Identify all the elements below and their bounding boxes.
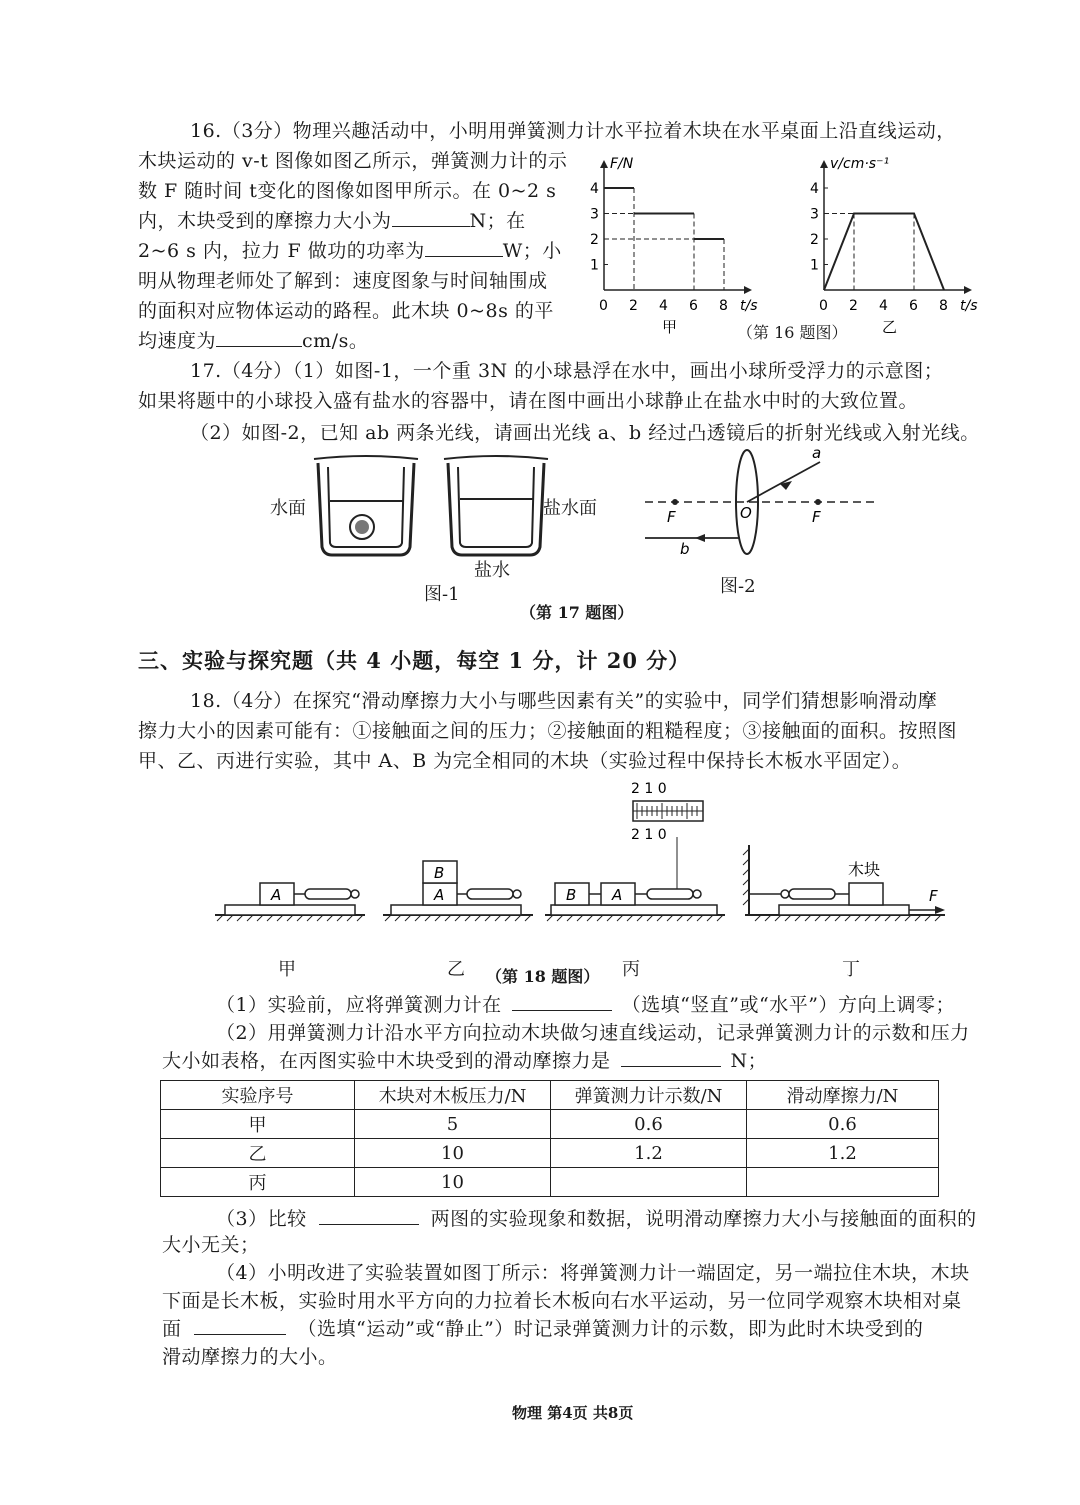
block-a-label: A <box>434 886 445 904</box>
y-axis-arrow <box>600 160 608 168</box>
table-header: 弹簧测力计示数/N <box>551 1081 747 1110</box>
q18-p4-text: （选填“运动”或“静止”）时记录弹簧测力计的示数，即为此时木块受到的 <box>297 1318 924 1340</box>
q16-line7: 的面积对应物体运动的路程。此木块 0~8s 的平 <box>138 300 554 322</box>
table-cell: 5 <box>355 1110 551 1139</box>
scale-label-top: 2 1 0 <box>631 781 667 797</box>
focus-right-label: F <box>812 508 821 526</box>
table-header-row <box>161 1081 939 1110</box>
y-tick-label: 4 <box>810 181 819 197</box>
q16-power-blank[interactable] <box>425 238 503 257</box>
q16-line5 <box>138 238 562 264</box>
table-row <box>161 1168 939 1197</box>
q18-p4-line4: 滑动摩擦力的大小。 <box>162 1346 338 1368</box>
q16-line3: 数 F 随时间 t变化的图像如图甲所示。在 0~2 s <box>138 180 557 202</box>
salt-water-beaker <box>444 456 548 555</box>
y-tick-label: 4 <box>590 181 599 197</box>
table-cell: 0.6 <box>551 1110 747 1139</box>
block-b-label: B <box>434 864 445 882</box>
q16-line4 <box>138 208 526 234</box>
table-cell: 10 <box>355 1168 551 1197</box>
scale-label-bottom: 2 1 0 <box>631 827 667 843</box>
table-cell: 10 <box>355 1139 551 1168</box>
figure-18-label-yi: 乙 <box>447 959 465 980</box>
q18-p4-text: 面 <box>162 1318 182 1340</box>
table-header: 木块对木板压力/N <box>355 1081 551 1110</box>
q18-p3-text: （3）比较 <box>216 1208 307 1230</box>
ray-a-label: a <box>812 444 822 462</box>
y-axis-label: v/cm·s⁻¹ <box>830 156 890 172</box>
force-label: F <box>929 887 938 905</box>
focus-right-point <box>815 499 821 505</box>
x-tick-label: 0 <box>819 298 828 314</box>
x-tick-label: 8 <box>719 298 728 314</box>
wood-block <box>849 883 883 905</box>
q18-p1-blank[interactable] <box>512 992 612 1011</box>
figure-18-label-jia: 甲 <box>278 959 296 980</box>
x-tick-label: 6 <box>909 298 918 314</box>
spring-scale <box>647 889 693 899</box>
y-tick-label: 2 <box>590 232 599 248</box>
table-header: 滑动摩擦力/N <box>747 1081 939 1110</box>
q16-line8 <box>138 328 368 354</box>
block-b-label: B <box>566 886 577 904</box>
page-footer: 物理 第4页 共8页 <box>512 1404 634 1422</box>
q18-p4-blank[interactable] <box>194 1316 286 1335</box>
spring-scale <box>789 889 835 899</box>
scale-zoom <box>631 781 703 843</box>
salt-water-surface-label: 盐水面 <box>543 498 597 519</box>
y-tick-label: 1 <box>590 257 599 274</box>
data-line <box>824 214 944 291</box>
x-axis-label: t/s <box>740 298 758 314</box>
q16-unit: cm/s。 <box>302 330 369 352</box>
figure-17-2 <box>640 444 880 570</box>
q17-line2: 如果将题中的小球投入盛有盐水的容器中，请在图中画出小球静止在盐水中时的大致位置。 <box>138 390 919 412</box>
q18-p3-blank[interactable] <box>319 1206 419 1225</box>
q16-text: 2~6 s 内，拉力 F 做功的功率为 <box>138 240 425 262</box>
q18-p4-line1: （4）小明改进了实验装置如图丁所示：将弹簧测力计一端固定，另一端拉住木块，木块 <box>216 1262 970 1284</box>
optical-center-label: O <box>740 504 752 522</box>
table-cell: 丙 <box>161 1168 355 1197</box>
wood-block-label: 木块 <box>848 860 881 879</box>
q17-line1: 17.（4分）（1）如图-1，一个重 3N 的小球悬浮在水中，画出小球所受浮力的示意图； <box>190 360 944 382</box>
q16-caption: （第 16 题图） <box>737 323 848 342</box>
spring-scale <box>305 889 351 899</box>
q16-line1: 16.（3分）物理兴趣活动中，小明用弹簧测力计水平拉着木块在水平桌面上沿直线运动， <box>190 120 956 142</box>
ray-b-label: b <box>680 540 690 558</box>
focus-left-label: F <box>667 508 676 526</box>
figure-18 <box>205 775 965 935</box>
x-tick-label: 8 <box>939 298 948 314</box>
q18-p2-line1: （2）用弹簧测力计沿水平方向拉动木块做匀速直线运动，记录弹簧测力计的示数和压力 <box>216 1022 970 1044</box>
spring-scale <box>467 889 513 899</box>
q18-p2-blank[interactable] <box>621 1048 721 1067</box>
q18-p1 <box>216 992 955 1018</box>
q18-p3-line2: 大小无关； <box>162 1234 260 1256</box>
q16-unit: W；小 <box>502 240 562 262</box>
table-cell-input[interactable] <box>551 1168 747 1197</box>
q18-p2-unit: N； <box>730 1050 768 1072</box>
q16-line2: 木块运动的 v-t 图像如图乙所示，弹簧测力计的示 <box>138 150 568 172</box>
q16-text: 内，木块受到的摩擦力大小为 <box>138 210 392 232</box>
y-tick-label: 1 <box>810 257 819 274</box>
block-a-label: A <box>271 886 282 904</box>
q16-friction-blank[interactable] <box>392 208 470 227</box>
setup-bing <box>545 781 725 921</box>
figure-17-2-label: 图-2 <box>720 576 756 597</box>
water-surface-label: 水面 <box>270 498 306 519</box>
focus-left-point <box>672 499 678 505</box>
chart-name: 甲 <box>662 318 678 336</box>
table-cell: 1.2 <box>551 1139 747 1168</box>
figure-17-1 <box>300 455 560 580</box>
q18-p4-line2: 下面是长木板，实验时用水平方向的力拉着长木板向右水平运动，另一位同学观察木块相对桌 <box>162 1290 962 1312</box>
q18-caption: （第 18 题图） <box>486 967 600 986</box>
table-cell: 甲 <box>161 1110 355 1139</box>
x-tick-label: 2 <box>629 298 638 314</box>
x-tick-label: 4 <box>879 298 888 314</box>
q18-line3: 甲、乙、丙进行实验，其中 A、B 为完全相同的木块（实验过程中保持长木板水平固定）。 <box>138 750 912 772</box>
table-row <box>161 1139 939 1168</box>
chart-name: 乙 <box>882 318 898 336</box>
q16-speed-blank[interactable] <box>216 328 302 347</box>
block-a-label: A <box>612 886 623 904</box>
table-cell: 0.6 <box>747 1110 939 1139</box>
q16-unit: N；在 <box>469 210 526 232</box>
section-3-title: 三、实验与探究题（共 4 小题，每空 1 分，计 20 分） <box>138 648 691 673</box>
setup-yi <box>383 861 533 921</box>
y-tick-label: 3 <box>810 206 819 223</box>
x-axis-arrow <box>964 286 972 294</box>
chart-f-t <box>580 150 770 340</box>
q18-line1: 18.（4分）在探究“滑动摩擦力大小与哪些因素有关”的实验中，同学们猜想影响滑动摩 <box>190 690 938 712</box>
x-tick-label: 6 <box>689 298 698 314</box>
q18-p1-text: （选填“竖直”或“水平”）方向上调零； <box>621 994 955 1016</box>
figure-18-label-ding: 丁 <box>842 959 860 980</box>
x-tick-label: 0 <box>599 298 608 314</box>
x-axis-label: t/s <box>960 298 978 314</box>
x-tick-label: 2 <box>849 298 858 314</box>
table-header: 实验序号 <box>161 1081 355 1110</box>
table-cell-input[interactable] <box>747 1168 939 1197</box>
table-row <box>161 1110 939 1139</box>
q18-p4-line3 <box>162 1316 923 1342</box>
table-cell: 乙 <box>161 1139 355 1168</box>
y-axis-label: F/N <box>610 156 634 172</box>
data-table <box>160 1080 939 1197</box>
y-axis-arrow <box>820 160 828 168</box>
y-tick-label: 2 <box>810 232 819 248</box>
setup-ding <box>743 845 945 921</box>
figure-17-1-label: 图-1 <box>424 584 460 605</box>
y-tick-label: 3 <box>590 206 599 223</box>
q16-line6: 明从物理老师处了解到：速度图象与时间轴围成 <box>138 270 548 292</box>
q18-p3-text: 两图的实验现象和数据，说明滑动摩擦力大小与接触面的面积的 <box>430 1208 977 1230</box>
q18-p1-text: （1）实验前，应将弹簧测力计在 <box>216 994 502 1016</box>
q18-line2: 擦力大小的因素可能有：①接触面之间的压力；②接触面的粗糙程度；③接触面的面积。按照图 <box>138 720 958 742</box>
q16-text: 均速度为 <box>138 330 217 352</box>
q18-p3-line1 <box>216 1206 977 1232</box>
setup-jia <box>215 883 365 921</box>
figure-18-label-bing: 丙 <box>622 959 640 980</box>
x-axis-arrow <box>744 286 752 294</box>
q17-line3: （2）如图-2，已知 ab 两条光线，请画出光线 a、b 经过凸透镜后的折射光线或入射光线。 <box>190 422 980 444</box>
chart-v-t <box>800 150 990 340</box>
x-tick-label: 4 <box>659 298 668 314</box>
water-beaker <box>314 456 418 555</box>
q18-p2-line2 <box>162 1048 767 1074</box>
q17-caption: （第 17 题图） <box>520 603 634 622</box>
salt-water-label: 盐水 <box>474 560 510 581</box>
q18-p2-text: 大小如表格，在丙图实验中木块受到的滑动摩擦力是 <box>162 1050 611 1072</box>
table-cell: 1.2 <box>747 1139 939 1168</box>
